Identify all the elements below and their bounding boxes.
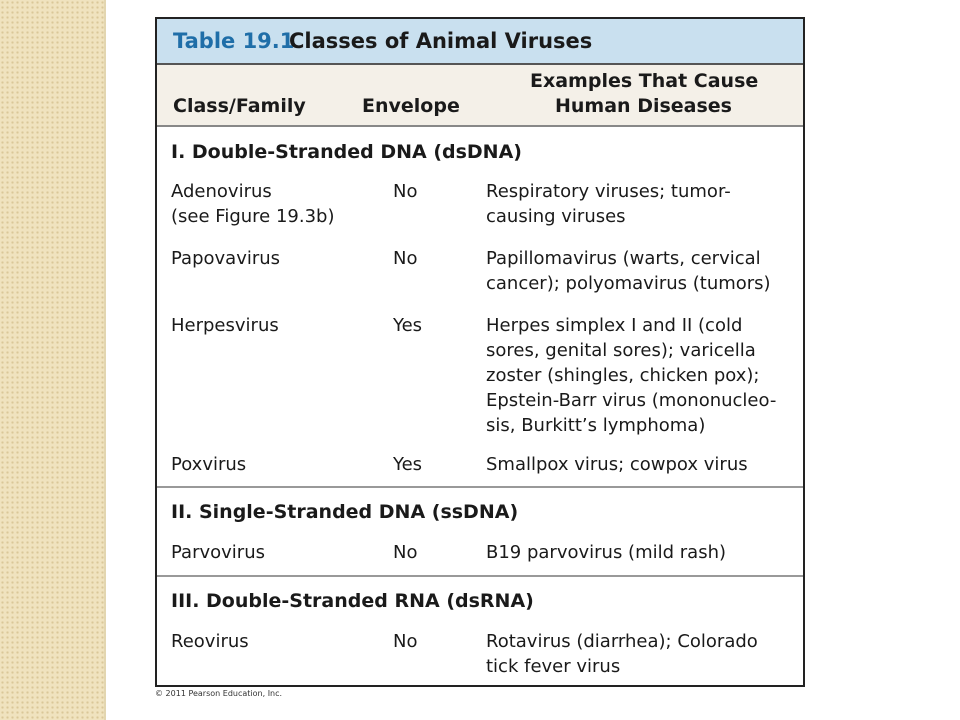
section-divider — [157, 486, 803, 488]
row-examples — [486, 629, 796, 679]
row-examples-line: cancer); polyomavirus (tumors) — [486, 273, 771, 294]
row-envelope — [393, 179, 463, 204]
row-family — [171, 246, 386, 271]
row-envelope-line: No — [393, 631, 418, 652]
row-examples-line: causing viruses — [486, 206, 626, 227]
section-divider — [157, 575, 803, 577]
row-family-line: Reovirus — [171, 631, 249, 652]
row-examples-line: zoster (shingles, chicken pox); — [486, 365, 760, 386]
section-title: III. Double-Stranded RNA (dsRNA) — [171, 590, 534, 612]
row-examples-line: Respiratory viruses; tumor- — [486, 181, 731, 202]
row-examples — [486, 246, 796, 296]
copyright-notice: © 2011 Pearson Education, Inc. — [155, 689, 283, 698]
row-family — [171, 629, 386, 654]
row-examples-line: Rotavirus (diarrhea); Colorado — [486, 631, 758, 652]
row-envelope — [393, 452, 463, 477]
row-envelope-line: No — [393, 542, 418, 563]
row-envelope-line: Yes — [393, 315, 423, 336]
row-family-line: Papovavirus — [171, 248, 281, 269]
row-family-line: (see Figure 19.3b) — [171, 206, 335, 227]
row-envelope — [393, 540, 463, 565]
row-family — [171, 452, 386, 477]
row-envelope — [393, 313, 463, 338]
row-examples — [486, 452, 796, 477]
row-envelope-line: No — [393, 181, 418, 202]
column-header-examples-line2: Human Diseases — [555, 95, 732, 117]
row-examples-line: Papillomavirus (warts, cervical — [486, 248, 761, 269]
row-family-line: Adenovirus — [171, 181, 272, 202]
row-examples-line: Smallpox virus; cowpox virus — [486, 454, 748, 475]
section-title: II. Single-Stranded DNA (ssDNA) — [171, 501, 519, 523]
row-family-line: Herpesvirus — [171, 315, 279, 336]
decorative-side-strip — [0, 0, 106, 720]
row-examples-line: sis, Burkitt’s lymphoma) — [486, 415, 706, 436]
row-family — [171, 313, 386, 338]
row-examples-line: Epstein-Barr virus (mononucleo- — [486, 390, 777, 411]
row-family-line: Poxvirus — [171, 454, 247, 475]
row-examples-line: sores, genital sores); varicella — [486, 340, 756, 361]
row-examples — [486, 179, 796, 229]
column-header-examples-line1: Examples That Cause — [530, 70, 759, 92]
row-envelope — [393, 629, 463, 654]
table-title-bar — [157, 19, 803, 65]
row-family-line: Parvovirus — [171, 542, 265, 563]
row-family — [171, 540, 386, 565]
row-examples-line: B19 parvovirus (mild rash) — [486, 542, 727, 563]
row-examples — [486, 540, 796, 565]
section-title: I. Double-Stranded DNA (dsDNA) — [171, 141, 522, 163]
row-envelope — [393, 246, 463, 271]
column-header-row — [157, 65, 803, 127]
row-envelope-line: No — [393, 248, 418, 269]
row-examples-line: Herpes simplex I and II (cold — [486, 315, 743, 336]
table-number: Table 19.1 — [173, 29, 295, 53]
row-examples — [486, 313, 796, 438]
column-header-class: Class/Family — [173, 95, 306, 117]
column-header-envelope: Envelope — [362, 95, 460, 117]
virus-classes-table — [155, 17, 805, 687]
table-title: Classes of Animal Viruses — [289, 29, 593, 53]
row-envelope-line: Yes — [393, 454, 423, 475]
row-examples-line: tick fever virus — [486, 656, 621, 677]
row-family — [171, 179, 386, 229]
